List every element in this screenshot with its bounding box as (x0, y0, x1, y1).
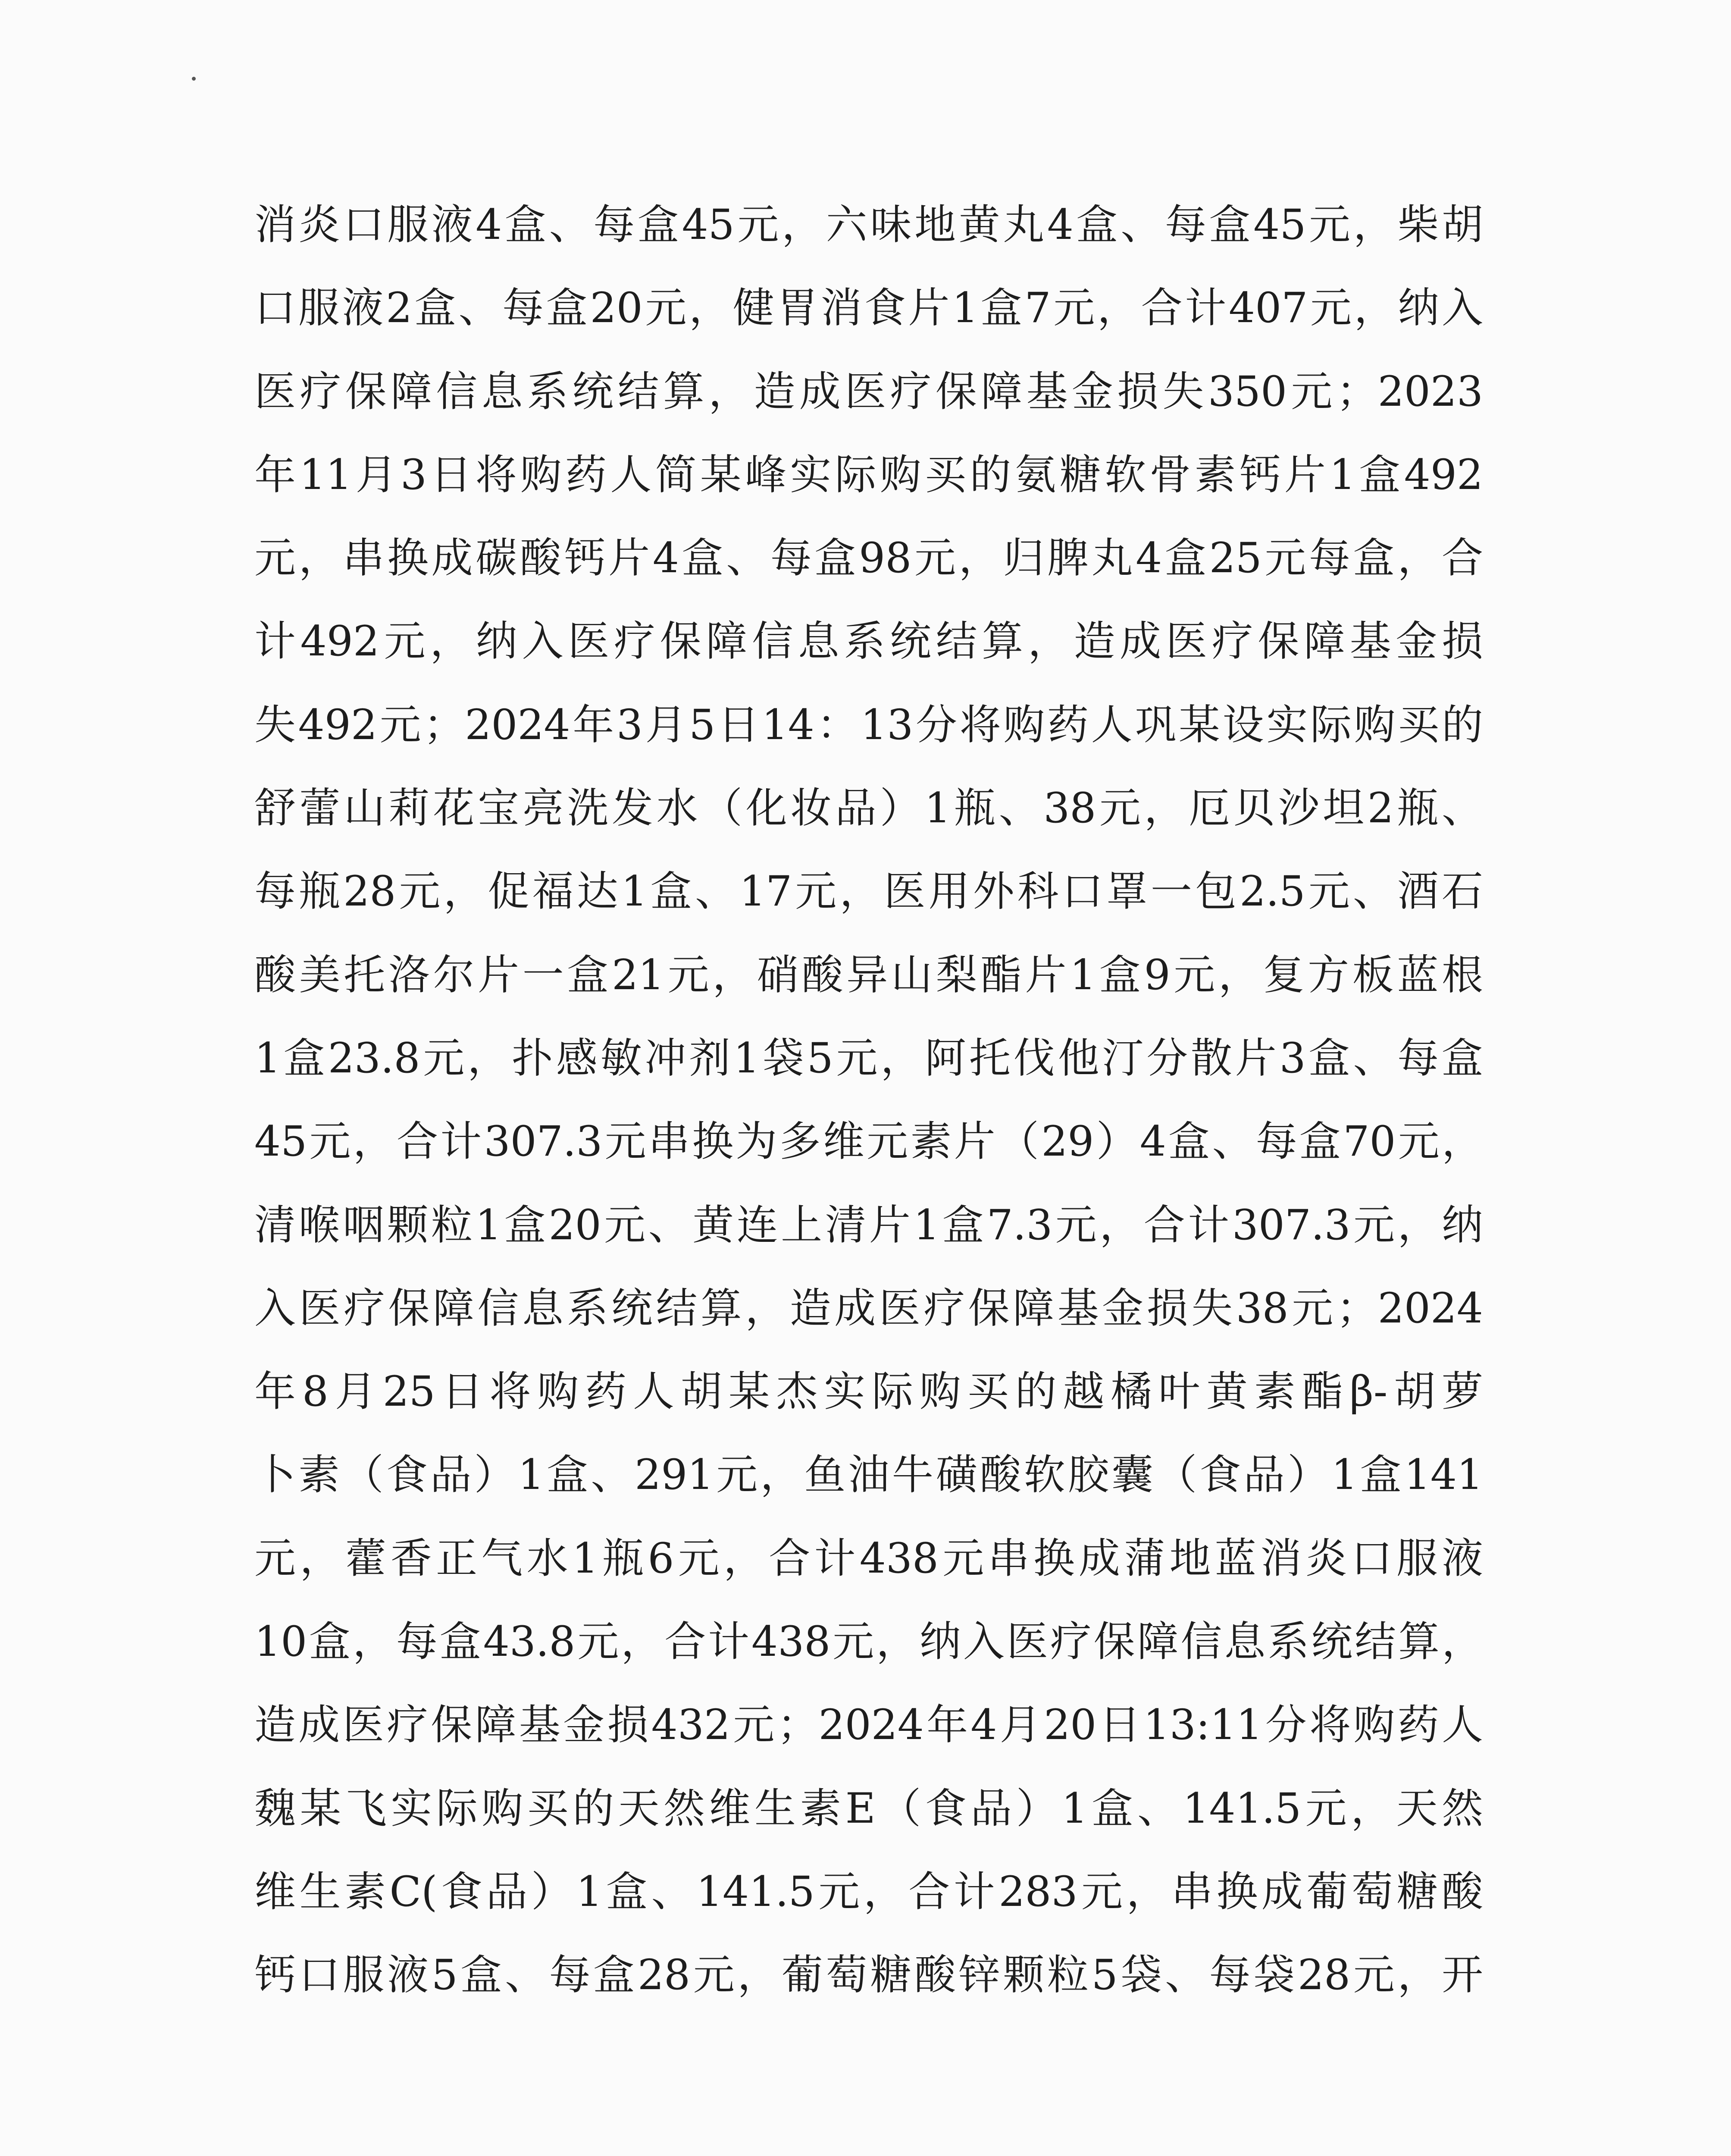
text-line: 消炎口服液4盒、每盒45元，六味地黄丸4盒、每盒45元，柴胡 (254, 201, 1483, 249)
text-line: 计492元，纳入医疗保障信息系统结算，造成医疗保障基金损 (254, 617, 1483, 666)
text-line: 年11月3日将购药人简某峰实际购买的氨糖软骨素钙片1盒492 (254, 450, 1483, 499)
text-line: 酸美托洛尔片一盒21元，硝酸异山梨酯片1盒9元，复方板蓝根 (254, 950, 1483, 999)
text-line: 钙口服液5盒、每盒28元，葡萄糖酸锌颗粒5袋、每袋28元，开 (254, 1951, 1483, 1999)
document-body (254, 183, 1483, 2017)
text-line: 失492元；2024年3月5日14：13分将购药人巩某设实际购买的 (254, 700, 1483, 749)
text-line: 1盒23.8元，扑感敏冲剂1袋5元，阿托伐他汀分散片3盒、每盒 (254, 1034, 1483, 1082)
text-line: 45元，合计307.3元串换为多维元素片（29）4盒、每盒70元， (254, 1117, 1483, 1166)
text-line: 造成医疗保障基金损432元；2024年4月20日13:11分将购药人 (254, 1701, 1483, 1749)
text-line: 卜素（食品）1盒、291元，鱼油牛磺酸软胶囊（食品）1盒141 (254, 1451, 1483, 1499)
text-line: 年8月25日将购药人胡某杰实际购买的越橘叶黄素酯β-胡萝 (254, 1367, 1483, 1416)
text-line: 魏某飞实际购买的天然维生素E（食品）1盒、141.5元，天然 (254, 1784, 1483, 1833)
text-line: 元，串换成碳酸钙片4盒、每盒98元，归脾丸4盒25元每盒，合 (254, 534, 1483, 583)
text-line: 10盒，每盒43.8元，合计438元，纳入医疗保障信息系统结算， (254, 1617, 1483, 1666)
text-line: 维生素C(食品）1盒、141.5元，合计283元，串换成葡萄糖酸 (254, 1867, 1483, 1916)
text-line: 舒蕾山莉花宝亮洗发水（化妆品）1瓶、38元，厄贝沙坦2瓶、 (254, 784, 1483, 833)
text-line: 口服液2盒、每盒20元，健胃消食片1盒7元，合计407元，纳入 (254, 284, 1483, 332)
text-line: 入医疗保障信息系统结算，造成医疗保障基金损失38元；2024 (254, 1284, 1483, 1332)
scan-speck (192, 77, 196, 81)
text-line: 元，藿香正气水1瓶6元，合计438元串换成蒲地蓝消炎口服液 (254, 1534, 1483, 1583)
text-line: 清喉咽颗粒1盒20元、黄连上清片1盒7.3元，合计307.3元，纳 (254, 1200, 1483, 1249)
text-line: 医疗保障信息系统结算，造成医疗保障基金损失350元；2023 (254, 367, 1483, 416)
text-line: 每瓶28元，促福达1盒、17元，医用外科口罩一包2.5元、酒石 (254, 867, 1483, 916)
